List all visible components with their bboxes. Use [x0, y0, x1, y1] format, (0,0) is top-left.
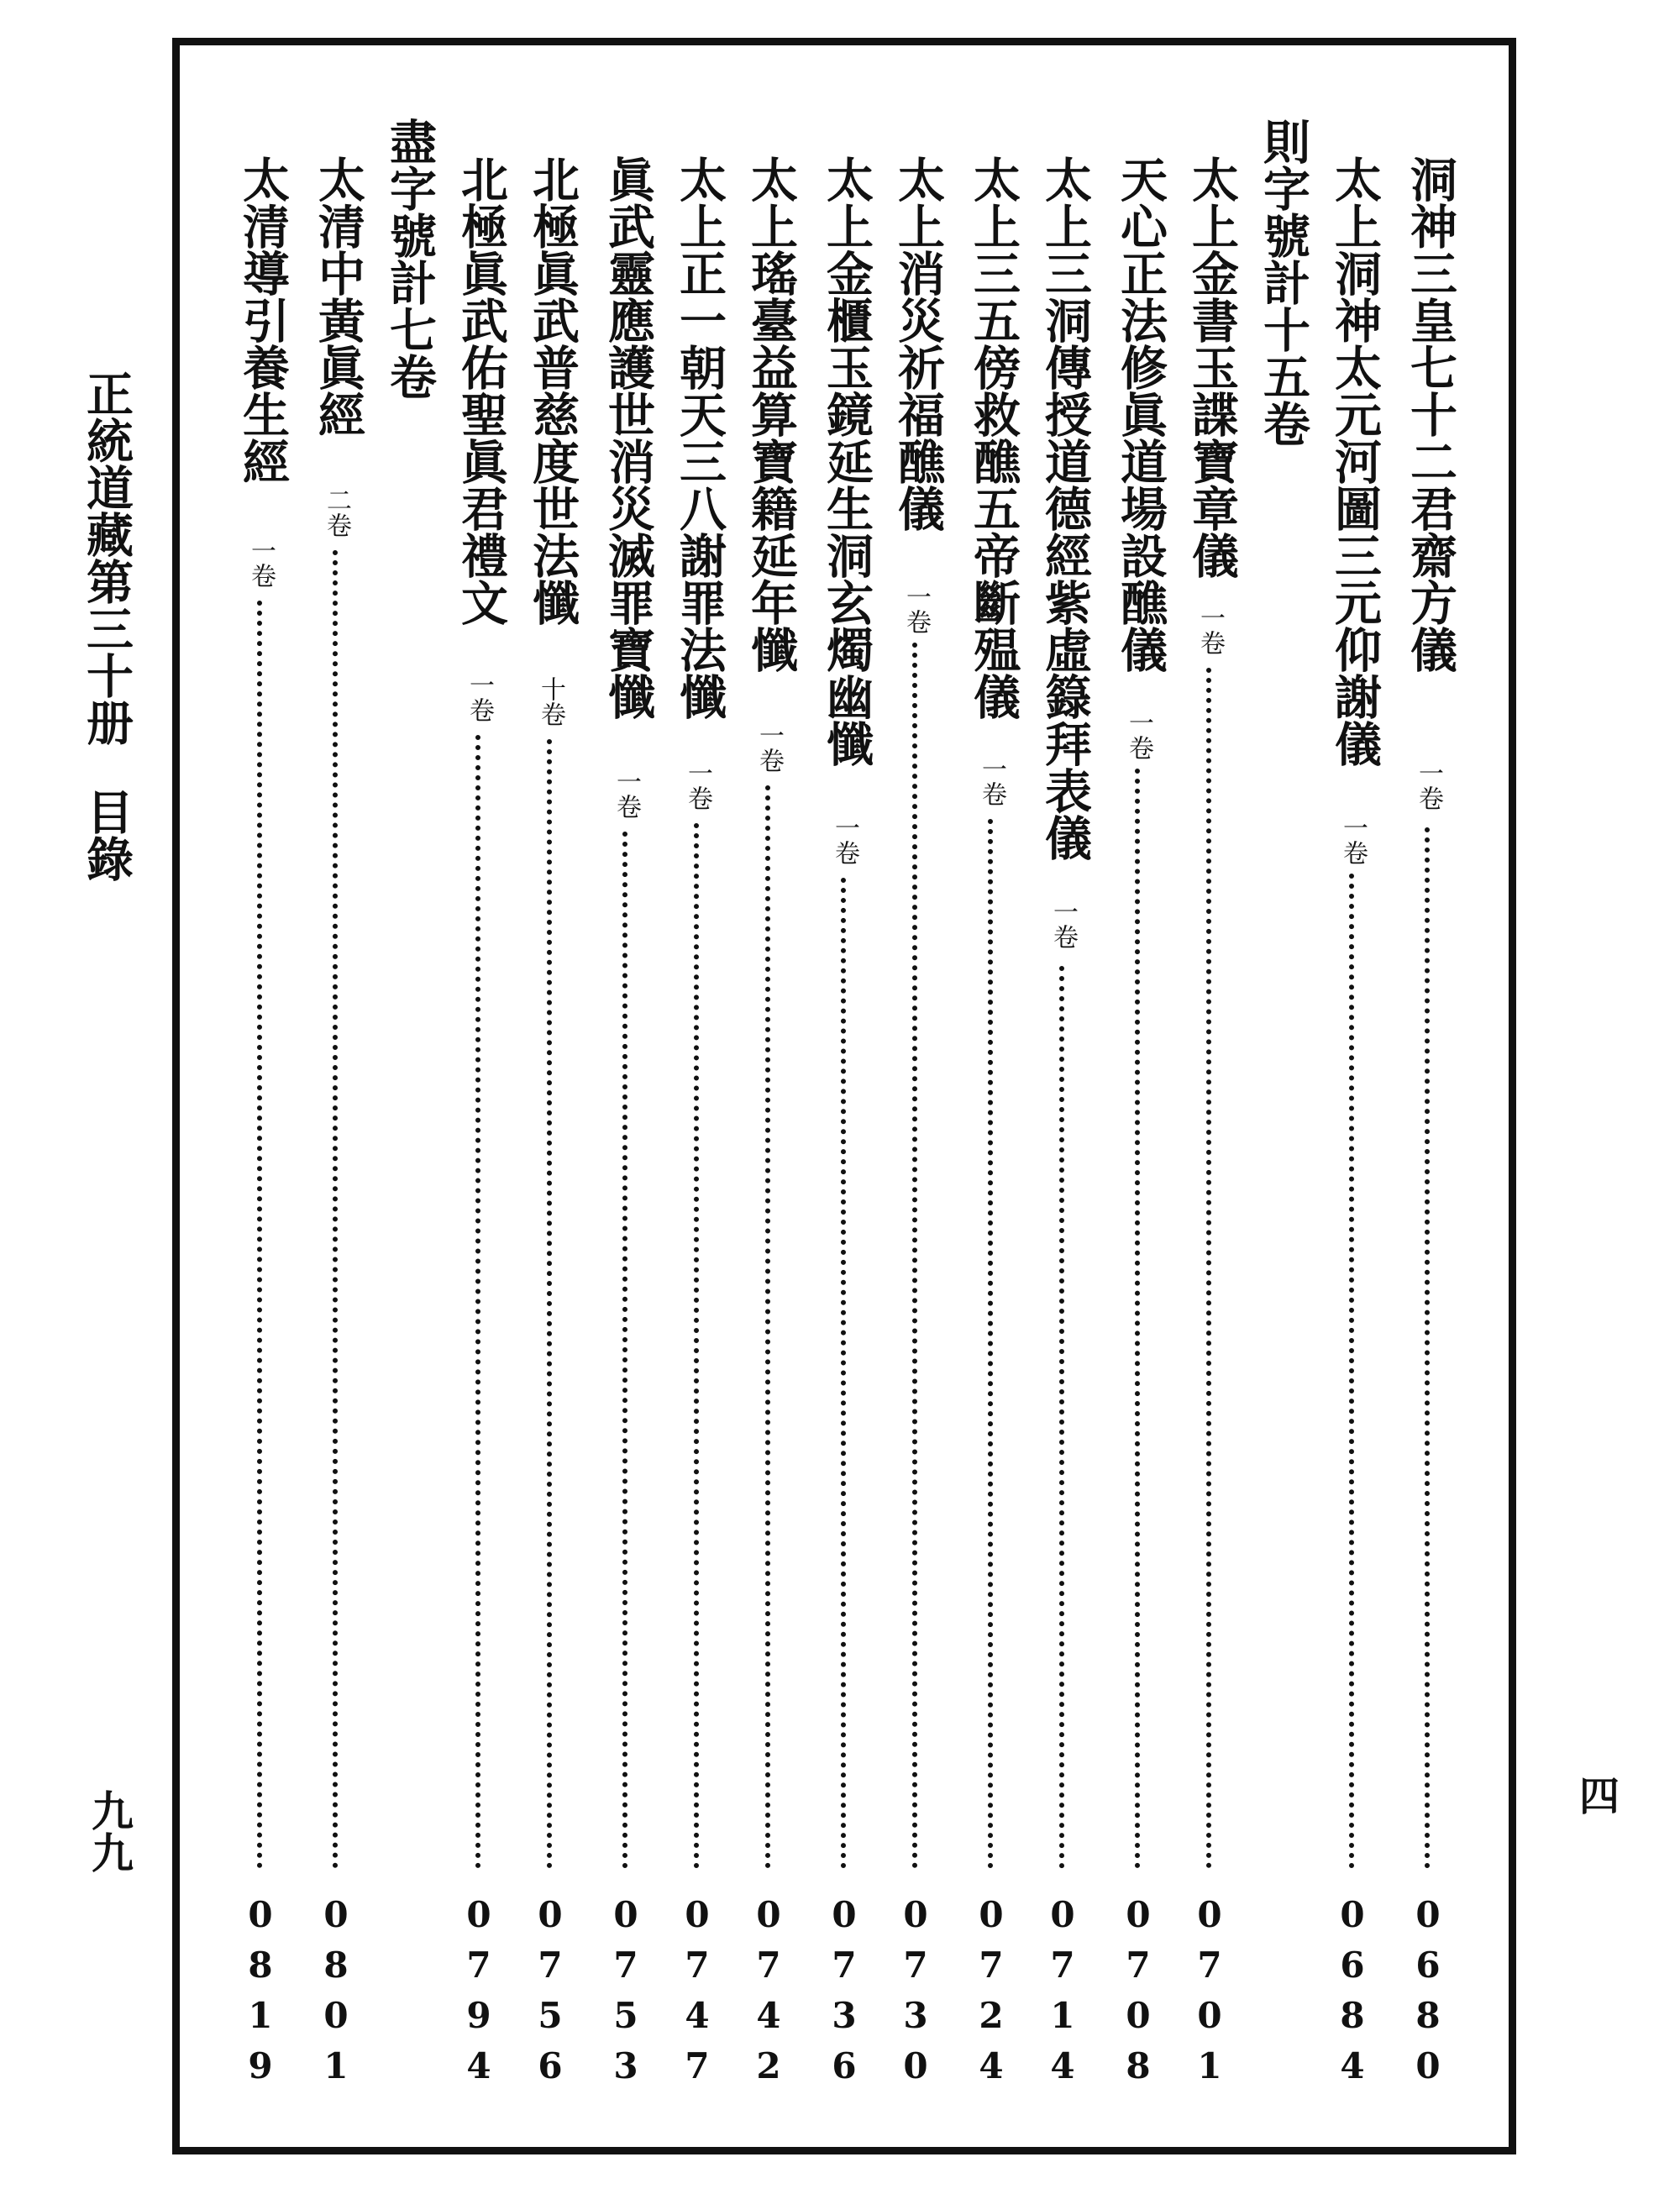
section-header-column — [1252, 0, 1310, 2199]
toc-entry — [668, 0, 727, 2199]
dot-leader — [475, 735, 480, 1869]
entry-page-number: 0 7 3 0 — [903, 1894, 928, 2086]
dot-leader — [912, 643, 917, 1869]
entry-title: 洞神三皇七十二君齋方儀 — [1403, 155, 1458, 673]
section-heading: 則字號計十五卷 — [1256, 118, 1311, 447]
entry-volume: 一卷 — [1124, 710, 1153, 760]
entry-volume: 一卷 — [1195, 605, 1225, 655]
entry-title: 眞武靈應護世消災滅罪寶懺 — [601, 155, 656, 720]
sheet-number: 四 — [1579, 1773, 1620, 1820]
entry-page-number: 0 8 1 9 — [248, 1894, 273, 2086]
toc-entry — [886, 0, 945, 2199]
toc-entry — [1323, 0, 1382, 2199]
entry-title: 北極眞武佑聖眞君禮文 — [454, 155, 509, 626]
dot-leader — [1425, 827, 1430, 1869]
entry-page-number: 0 7 4 7 — [685, 1894, 710, 2086]
entry-page-number: 0 7 3 6 — [832, 1894, 857, 2086]
entry-page-number: 0 6 8 0 — [1415, 1894, 1441, 2086]
entry-page-number: 0 7 0 1 — [1197, 1894, 1222, 2086]
dot-leader — [765, 785, 770, 1869]
entry-title: 太上金書玉諜寶章儀 — [1184, 155, 1240, 579]
margin-section-title: 目錄 — [79, 788, 134, 882]
section-header-column — [378, 0, 437, 2199]
entry-volume: 一卷 — [754, 722, 784, 773]
toc-entry — [596, 0, 655, 2199]
toc-entry — [1109, 0, 1168, 2199]
entry-page-number: 0 7 0 8 — [1126, 1894, 1151, 2086]
entry-volume: 一卷 — [901, 584, 931, 634]
entry-volume: 一卷 — [830, 815, 859, 865]
entry-title: 太清中黃眞經 — [311, 155, 366, 438]
entry-page-number: 0 7 1 4 — [1050, 1894, 1075, 2086]
entry-page-number: 0 7 2 4 — [979, 1894, 1004, 2086]
dot-leader — [841, 878, 846, 1869]
toc-entry — [231, 0, 290, 2199]
margin-running-title — [76, 370, 134, 882]
entry-title: 太上三五傍救醮五帝斷殟儀 — [966, 155, 1021, 720]
entry-title: 太上消災祈福醮儀 — [890, 155, 946, 532]
entry-volume: 二卷 — [322, 487, 351, 538]
dot-leader — [257, 601, 262, 1869]
entry-page-number: 0 7 5 3 — [613, 1894, 638, 2086]
entry-page-number: 0 7 9 4 — [466, 1894, 491, 2086]
dot-leader — [1349, 874, 1354, 1869]
entry-volume: 一卷 — [977, 756, 1006, 806]
toc-entry — [962, 0, 1021, 2199]
toc-entry — [1033, 0, 1092, 2199]
dot-leader — [333, 550, 338, 1869]
dot-leader — [1059, 966, 1064, 1869]
entry-volume: 一卷 — [1338, 815, 1368, 865]
dot-leader — [547, 739, 552, 1869]
toc-entry — [1399, 0, 1457, 2199]
entry-page-number: 0 7 5 6 — [538, 1894, 563, 2086]
dot-leader — [1206, 668, 1211, 1869]
toc-entry — [815, 0, 874, 2199]
toc-entry — [1180, 0, 1239, 2199]
entry-page-number: 0 7 4 2 — [756, 1894, 781, 2086]
entry-volume: 一卷 — [246, 538, 276, 588]
dot-leader — [622, 832, 627, 1869]
entry-title: 太上瑤臺益算寶籍延年懺 — [743, 155, 799, 673]
margin-volume-title: 正統道藏第三十册 — [79, 370, 134, 746]
dot-leader — [694, 823, 699, 1869]
entry-title: 天心正法修眞道場設醮儀 — [1113, 155, 1168, 673]
toc-entry — [739, 0, 798, 2199]
toc-entry — [449, 0, 508, 2199]
entry-title: 太上三洞傳授道德經紫虛籙拜表儀 — [1037, 155, 1093, 861]
entry-page-number: 0 8 0 1 — [323, 1894, 349, 2086]
entry-volume: 十卷 — [536, 676, 565, 727]
entry-title: 太上金櫃玉鏡延生洞玄燭幽懺 — [819, 155, 874, 767]
section-heading: 盡字號計七卷 — [382, 118, 438, 400]
entry-volume: 一卷 — [612, 769, 641, 819]
entry-title: 北極眞武普慈度世法懺 — [525, 155, 580, 626]
entry-title: 太清導引養生經 — [235, 155, 291, 485]
dot-leader — [988, 819, 993, 1869]
entry-title: 太上正一朝天三八謝罪法懺 — [672, 155, 727, 720]
entry-volume: 一卷 — [1048, 899, 1078, 949]
toc-entry — [521, 0, 580, 2199]
dot-leader — [1135, 769, 1140, 1869]
entry-volume: 一卷 — [683, 760, 712, 811]
margin-page-number: 九九 — [85, 1789, 134, 1873]
toc-entry — [307, 0, 365, 2199]
entry-page-number: 0 6 8 4 — [1340, 1894, 1365, 2086]
entry-title: 太上洞神太元河圖三元仰謝儀 — [1327, 155, 1383, 767]
entry-volume: 一卷 — [1414, 760, 1443, 811]
entry-volume: 一卷 — [465, 672, 494, 722]
